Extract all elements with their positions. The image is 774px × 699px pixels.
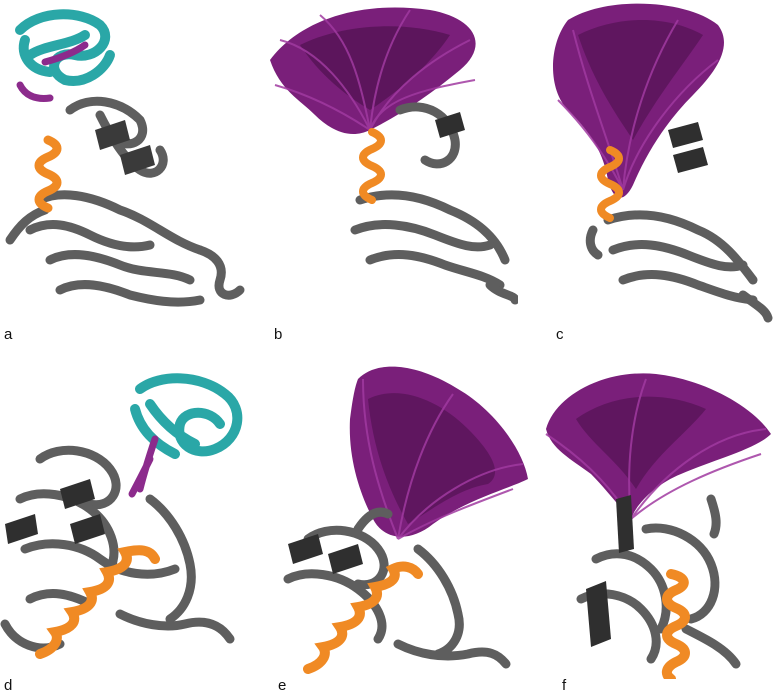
core-protein <box>590 215 768 318</box>
panel-e <box>268 349 536 699</box>
orange-helix <box>363 132 381 200</box>
panel-label-f: f <box>562 677 567 694</box>
panel-c <box>518 0 774 349</box>
panel-a <box>0 0 258 349</box>
purple-ensemble <box>553 4 724 198</box>
panel-a-structure <box>0 0 258 330</box>
panel-label-b: b <box>274 326 283 343</box>
panel-d-structure <box>0 349 268 679</box>
panel-b-structure <box>260 0 518 330</box>
core-beta-sheet <box>288 534 363 574</box>
panel-e-structure <box>268 349 536 679</box>
panel-c-structure <box>518 0 774 330</box>
panel-b <box>260 0 518 349</box>
panel-d <box>0 349 268 699</box>
teal-domain <box>20 14 110 81</box>
panel-label-e: e <box>278 677 287 694</box>
orange-helix <box>667 574 685 679</box>
panel-label-c: c <box>556 326 564 343</box>
panel-f-structure <box>536 349 774 679</box>
panel-f <box>536 349 774 699</box>
core-protein <box>5 450 230 648</box>
panel-label-a: a <box>4 326 13 343</box>
purple-linker <box>132 439 155 494</box>
core-beta-sheet <box>668 122 708 173</box>
panel-label-d: d <box>4 677 13 694</box>
purple-ensemble <box>546 373 771 519</box>
core-beta-sheet <box>586 495 634 647</box>
orange-helix <box>40 550 155 654</box>
